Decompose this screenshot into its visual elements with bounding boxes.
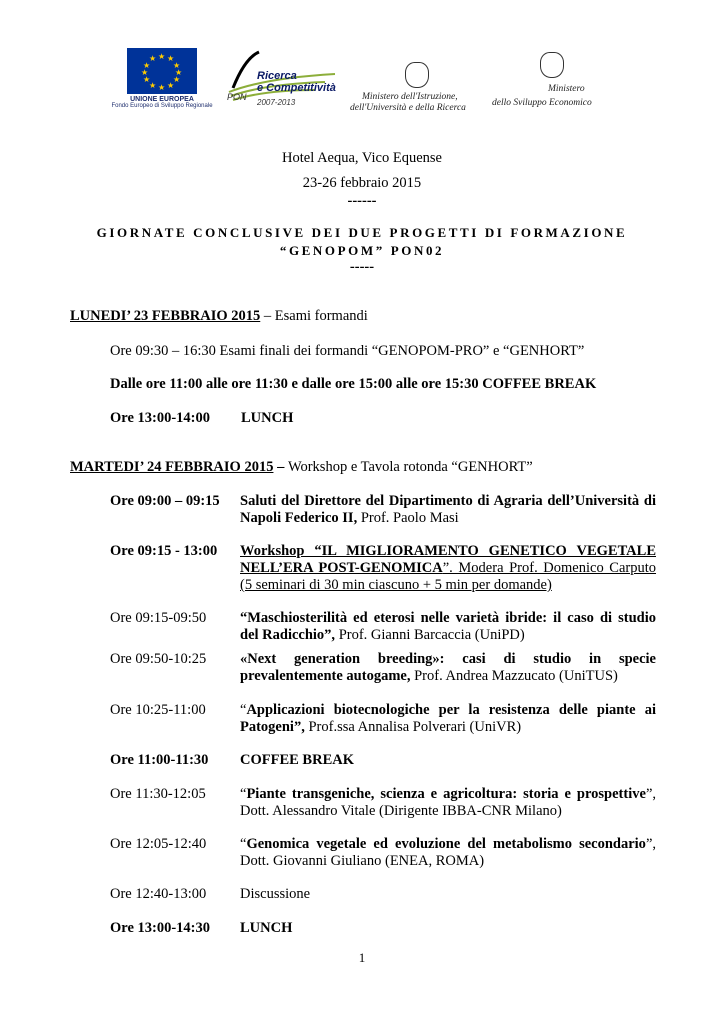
item-time: Ore 09:50-10:25	[110, 651, 207, 667]
pon-ricerca: Ricerca	[257, 70, 297, 82]
pon-years: 2007-2013	[257, 98, 296, 107]
separator: -----	[349, 259, 375, 275]
item-description: “Maschiosterilità ed eterosi nelle varietà ibride: il caso di studio del Radicchio”, Prof. Gianni Barcaccia (UniPD)	[240, 610, 656, 643]
page-number: 1	[358, 950, 366, 965]
venue: Hotel Aequa, Vico Equense	[282, 150, 442, 166]
italian-emblem-icon	[405, 62, 429, 88]
pon-competitivita: e Competitività	[257, 82, 336, 94]
item-time: Ore 11:30-12:05	[110, 786, 206, 802]
monday-subtitle: – Esami formandi	[260, 308, 368, 324]
item-description: Saluti del Direttore del Dipartimento di Agraria dell’Università di Napoli Federico II, Prof. Paolo Masi	[240, 493, 656, 526]
event-dates: 23-26 febbraio 2015	[302, 175, 422, 191]
item-time: Ore 12:40-13:00	[110, 886, 207, 902]
item-description: “Piante transgeniche, scienza e agricoltura: storia e prospettive”, Dott. Alessandro Vitale (Dirigente IBBA-CNR Milano)	[240, 786, 656, 819]
monday-exams: Ore 09:30 – 16:30 Esami finali dei formandi “GENOPOM-PRO” e “GENHORT”	[110, 343, 585, 359]
logo-bar	[100, 40, 620, 120]
item-description: “Applicazioni biotecnologiche per la resistenza delle piante ai Patogeni”, Prof.ssa Annalisa Polverari (UniVR)	[240, 702, 656, 735]
item-description: Discussione	[240, 886, 311, 902]
mise-line2: dello Sviluppo Economico	[492, 98, 592, 108]
item-description: Workshop “IL MIGLIORAMENTO GENETICO VEGETALE NELL’ERA POST-GENOMICA”. Modera Prof. Domenico Carputo (5 seminari di 30 min ciascuno + 5 min per domande)	[240, 543, 657, 593]
italian-emblem-icon	[540, 52, 564, 78]
eu-logo-title: UNIONE EUROPEA	[130, 96, 194, 103]
tuesday-dash: –	[273, 459, 288, 475]
monday-lunch-time: Ore 13:00-14:00	[110, 410, 210, 426]
item-time: Ore 13:00-14:30	[110, 920, 210, 936]
item-time: Ore 09:00 – 09:15	[110, 493, 220, 509]
item-time: Ore 10:25-11:00	[110, 702, 206, 718]
item-time: Ore 11:00-11:30	[110, 752, 209, 768]
item-time: Ore 09:15 - 13:00	[110, 543, 218, 559]
item-time: Ore 09:15-09:50	[110, 610, 207, 626]
monday-coffee-break: Dalle ore 11:00 alle ore 11:30 e dalle ore 15:00 alle ore 15:30 COFFEE BREAK	[110, 376, 597, 392]
separator: ------	[347, 193, 377, 209]
page-title: GIORNATE CONCLUSIVE DEI DUE PROGETTI DI FORMAZIONE	[96, 225, 628, 240]
pon-logo	[225, 48, 345, 112]
pon-word: PON	[227, 92, 247, 102]
tuesday-subtitle: Workshop e Tavola rotonda “GENHORT”	[287, 459, 533, 475]
item-description: «Next generation breeding»: casi di studio in specie prevalentemente autogame, Prof. Andrea Mazzucato (UniTUS)	[240, 651, 656, 684]
item-description: COFFEE BREAK	[240, 752, 354, 768]
monday-lunch-label: LUNCH	[241, 410, 294, 426]
tuesday-heading	[70, 459, 533, 476]
tuesday-day: MARTEDI’ 24 FEBBRAIO 2015	[70, 459, 274, 475]
page-title-2: “GENOPOM” PON02	[279, 243, 445, 258]
monday-day: LUNEDI’ 23 FEBBRAIO 2015	[70, 308, 261, 324]
mise-line1: Ministero	[548, 84, 585, 94]
eu-flag-icon: ★ ★ ★ ★ ★ ★ ★ ★ ★ ★ ★ ★	[127, 48, 197, 94]
item-description: LUNCH	[240, 920, 293, 936]
item-description: “Genomica vegetale ed evoluzione del metabolismo secondario”, Dott. Giovanni Giuliano (ENEA, ROMA)	[240, 836, 656, 869]
eu-logo-subtitle: Fondo Europeo di Sviluppo Regionale	[111, 103, 213, 109]
eu-logo	[110, 48, 214, 109]
monday-heading	[70, 308, 368, 325]
miur-line2: dell'Università e della Ricerca	[350, 103, 466, 113]
miur-line1: Ministero dell'Istruzione,	[362, 92, 458, 102]
item-time: Ore 12:05-12:40	[110, 836, 207, 852]
